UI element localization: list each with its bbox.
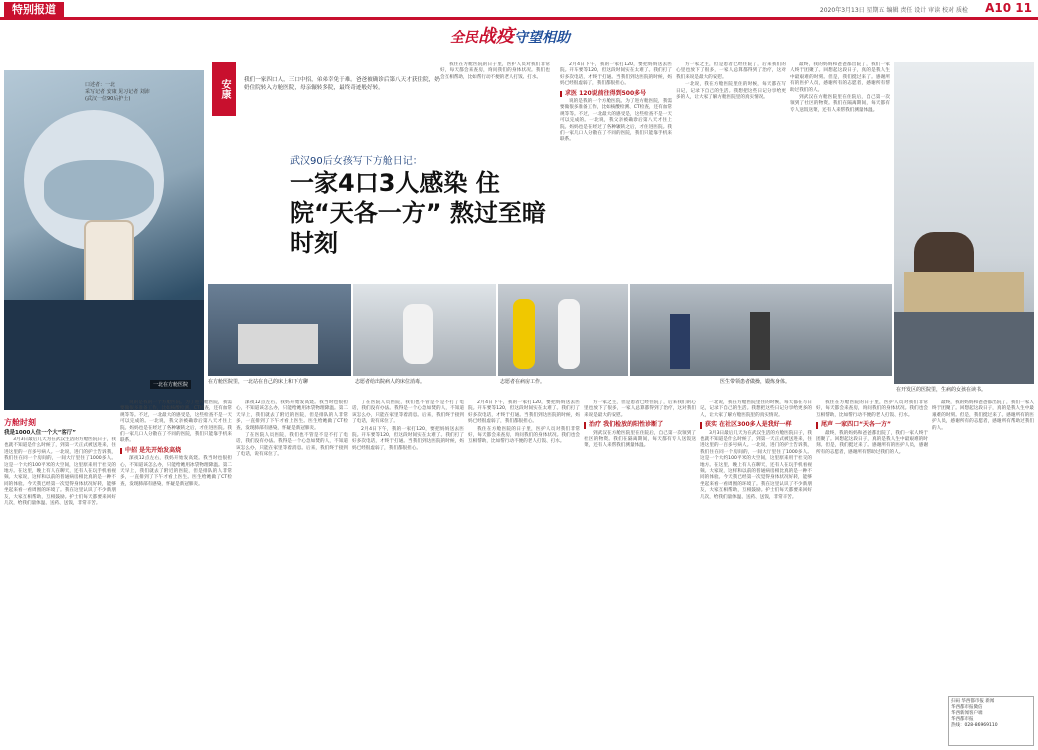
subhead: 尾声 一家四口“天各一方” xyxy=(816,422,928,428)
subhead: 求医 120说前往得到500多号 xyxy=(560,91,672,97)
paragraph: 深夜12点左右，我妈开始发高烧。我当时也很担心，不知道该怎么办，只能给她用冰袋物理降温。第二天早上，我们就去了附近的医院，但是排队的人非常多，一直排到了下午才看上医生。医生给她做了CT检查，发现肺部有感染，怀疑是新冠肺炎。 xyxy=(120,456,232,487)
page-header xyxy=(0,0,1038,20)
right-photo xyxy=(894,62,1034,384)
kicker: 武汉90后女孩写下方舱日记： xyxy=(290,156,423,167)
section-tag: 特别报道 xyxy=(4,2,64,18)
byline-line: 口述者：一北 xyxy=(85,82,116,88)
banner-part2: 战疫 xyxy=(478,26,514,47)
paragraph: 说的是我的一个方舱医院。为了进方舱医院，我需要做很多准备工作，比如核酸检测、CT检查，还有血常规等等。不过，一北最大的感受是，这些检查不是一天可以完成的。一北说，我父亲被确诊后第八天才住上院。妈妈也是在经过了各种辗转之后，才住进医院。我们一家几口人分散在了不同的医院，我们只能靠手机来联系。 xyxy=(120,400,232,444)
strip-photo-2 xyxy=(353,284,496,376)
article-column xyxy=(468,400,580,747)
paragraph: 到武汉在方舱医院里在住院后，自己第一次领到了社区的物资。我们在隔离期间，每天都有专人送饭送菜，还有人来帮我们测量体温。 xyxy=(790,95,890,113)
article-column xyxy=(932,400,1034,694)
paragraph: 方一家之主，但是患者已经住院了，后来我们的心里也放下了很多，一家人总算都得到了治疗，这对我们来说是最大的安慰。 xyxy=(676,62,786,80)
right-photo-caption: 在开发区的医院里，生病的女孩在读书。 xyxy=(896,387,987,393)
paragraph: 了在医院人员医院，我们也不管是不是不打了电话，我们没有办法。我得是一个心急如焚的人，不知道该怎么办，只能在家里等着消息。后来，我们终于接到了电话，说有床位了。 xyxy=(352,400,464,425)
paragraph: 我住在方舱医院的日子里，医护人员对我们非常好，每天都会来查房，询问我们的身体状况。我们也会互相帮助，比如帮行动不便的老人打饭、打水。 xyxy=(468,426,580,445)
paragraph: 最终，我的妈妈和爸爸都出院了，我们一家人终于团聚了。回想起这段日子，真的是我人生中最艰难的时刻。但是，我们挺过来了。感谢所有的医护人员，感谢所有的志愿者，感谢所有帮助过我们的人。 xyxy=(790,62,890,93)
paragraph: 一北说，我在方舱医院里住的时候，每天都在写日记，记录下自己的生活。我想把这些日记分享给更多的人，让大家了解方舱医院里的真实情况。 xyxy=(676,82,786,101)
article-column xyxy=(236,400,348,747)
article-column xyxy=(700,400,812,747)
byline xyxy=(85,82,175,103)
paragraph: 最终，我的妈妈和爸爸都出院了，我们一家人终于团聚了。回想起这段日子，真的是我人生中最艰难的时刻。但是，我们挺过来了。感谢所有的医护人员，感谢所有的志愿者，感谢所有帮助过我们的人。 xyxy=(816,430,928,455)
paragraph: 2月4日下午，我的一家打120，要把妈妈送去医院。开车要等120，但这段时间实在太难了。我们打了好多次电话，才终于打通。当我们到达医院的时候，妈妈已经很虚弱了，我们都很担心。 xyxy=(468,400,580,425)
paragraph: 了在医院人员医院，我们也不管是不是不打了电话，我们没有办法。我得是一个心急如焚的人，不知道该怎么办，只能在家里等着消息。后来，我们终于接到了电话，说有床位了。 xyxy=(236,433,348,458)
strip-photo-4 xyxy=(630,284,892,376)
paragraph: 说的是我的一个方舱医院。为了进方舱医院，我需要做很多准备工作，比如核酸检测、CT检查，还有血常规等等。不过，一北最大的感受是，这些检查不是一天可以完成的。一北说，我父亲被确诊后第八天才住上院。妈妈也是在经过了各种辗转之后，才住进医院。我们一家几口人分散在了不同的医院，我们只能靠手机来联系。 xyxy=(560,99,672,143)
main-photo-caption: 一北在方舱医院 xyxy=(150,380,191,389)
paragraph: 3月3日最后几天为在武汉生活的方舱医院日子，我也就不知道是什么时候了，到第一天正式被送进来，住进这里的一百多号病人。一北说，进门的护士告诉我，我们住在同一个房间的，一间大厅里住了1000多人。这是一个大约100平米的大空间，这里原来用于社交的地方。在这里，晚上有人在聊天，还有人在玩手机看视频。大家说，这样和以前的普通病房相比真的是一种不同的体验。今天我已经第一次觉得身体状况好转，能够坐起来看一看周围的环境了。我在这里认识了不少新朋友，大家互相帮助，互相鼓励。护士们每天都要来回好几次，给我们量体温、送药、送饭，非常辛苦。 xyxy=(700,430,812,500)
article-column xyxy=(816,400,928,747)
banner-part1: 全民 xyxy=(450,30,478,46)
footer-line: 华西都市报 xyxy=(951,717,974,722)
paragraph: 方一家之主，但是患者已经住院了，后来我们的心里也放下了很多，一家人总算都得到了治疗，这对我们来说是最大的安慰。 xyxy=(584,400,696,418)
paragraph: 最终，我的妈妈和爸爸都出院了，我们一家人终于团聚了。回想起这段日子，真的是我人生中最艰难的时刻。但是，我们挺过来了。感谢所有的医护人员，感谢所有的志愿者，感谢所有帮助过我们的人。 xyxy=(932,400,1034,431)
article-column xyxy=(4,437,116,747)
byline-line: 采写记者 安康 见习记者 刘沛 xyxy=(85,89,150,95)
footer-line: 热线：028-86969110 xyxy=(951,723,998,728)
date-line: 2020年3月13日 星期五 编辑 责任 设计 审读 校对 质检 xyxy=(819,7,968,14)
reporter-badge: 安康 xyxy=(212,62,236,116)
strip-photo-1 xyxy=(208,284,351,376)
paragraph: 3月3日最后几天为在武汉生活的方舱医院日子，我也就不知道是什么时候了，到第一天正式被送进来，住进这里的一百多号病人。一北说，进门的护士告诉我，我们住在同一个房间的，一间大厅里住了1000多人。这是一个大约100平米的大空间，这里原来用于社交的地方。在这里，晚上有人在聊天，还有人在玩手机看视频。大家说，这样和以前的普通病房相比真的是一种不同的体验。今天我已经第一次觉得身体状况好转，能够坐起来看一看周围的环境了。我在这里认识了不少新朋友，大家互相帮助，互相鼓励。护士们每天都要来回好几次，给我们量体温、送药、送饭，非常辛苦。 xyxy=(4,437,116,507)
subhead: 治疗 我们检放的阳性诊断了 xyxy=(584,422,696,428)
paragraph: 2月4日下午，我的一家打120，要把妈妈送去医院。开车要等120，但这段时间实在太难了。我们打了好多次电话，才终于打通。当我们到达医院的时候，妈妈已经很虚弱了，我们都很担心。 xyxy=(560,62,672,87)
byline-line: (武汉一位90后护士) xyxy=(85,96,131,102)
banner-part3: 守望相助 xyxy=(514,30,570,46)
footer-line: 扫码 华西都市报 新闻 xyxy=(951,699,995,704)
paragraph: 我住在方舱医院的日子里，医护人员对我们非常好，每天都会来查房，询问我们的身体状况。我们也会互相帮助，比如帮行动不便的老人打饭、打水。 xyxy=(816,400,928,418)
lead-subtitle: 我是1000人住一个大“客厅” xyxy=(4,430,77,436)
paragraph: 到武汉在方舱医院里在住院后，自己第一次领到了社区的物资。我们在隔离期间，每天都有专人送饭送菜，还有人来帮我们测量体温。 xyxy=(584,430,696,449)
article-column xyxy=(352,400,464,747)
article-column xyxy=(560,62,672,282)
article-column xyxy=(120,400,232,747)
article-column xyxy=(676,62,786,282)
deck-text: 我们一家四口人，三口中招，弟弟幸免于难。爸爸被确诊后第八天才获住院，奶奶住院转入方舱医院，母亲辗转多院，最终奇迹般好转。 xyxy=(244,77,440,91)
paragraph: 深夜12点左右，我妈开始发高烧。我当时也很担心，不知道该怎么办，只能给她用冰袋物理降温。第二天早上，我们就去了附近的医院，但是排队的人非常多，一直排到了下午才看上医生。医生给她做了CT检查，发现肺部有感染，怀疑是新冠肺炎。 xyxy=(236,400,348,431)
banner-slogan xyxy=(450,22,570,48)
article-column xyxy=(584,400,696,747)
strip-photo-3 xyxy=(498,284,628,376)
subhead: 获实 在社区300多人是我好一样 xyxy=(700,422,812,428)
strip-caption: 在方舱医院里，一北站在自己的床上和下方聊 xyxy=(208,379,309,385)
paragraph: 2月4日下午，我的一家打120，要把妈妈送去医院。开车要等120，但这段时间实在太难了。我们打了好多次电话，才终于打通。当我们到达医院的时候，妈妈已经很虚弱了，我们都很担心。 xyxy=(352,426,464,451)
lead-title: 方舱时刻 xyxy=(4,418,36,427)
footer-qr-box xyxy=(948,696,1034,746)
article-column xyxy=(440,62,550,152)
page-number: A10 11 xyxy=(985,1,1032,15)
strip-caption: 志愿者在病房工作。 xyxy=(500,379,546,385)
paragraph: 我住在方舱医院的日子里，医护人员对我们非常好，每天都会来查房，询问我们的身体状况。我们也会互相帮助，比如帮行动不便的老人打饭、打水。 xyxy=(440,62,550,80)
main-photo xyxy=(4,70,204,410)
article-column xyxy=(790,62,890,282)
strip-caption: 志愿者给出院病人的床位消毒。 xyxy=(355,379,426,385)
footer-line: 华西新闻客户端 xyxy=(951,711,983,716)
paragraph: 一北说，我在方舱医院里住的时候，每天都在写日记，记录下自己的生活。我想把这些日记分享给更多的人，让大家了解方舱医院里的真实情况。 xyxy=(700,400,812,418)
footer-line: 华西都市报微信 xyxy=(951,705,983,710)
strip-caption: 医生带领患者做操，锻炼身体。 xyxy=(720,379,791,385)
subhead: 中招 是先开始发高烧 xyxy=(120,448,232,454)
headline: 一家4口3人感染 住院“天各一方” 熬过至暗时刻 xyxy=(290,169,546,257)
